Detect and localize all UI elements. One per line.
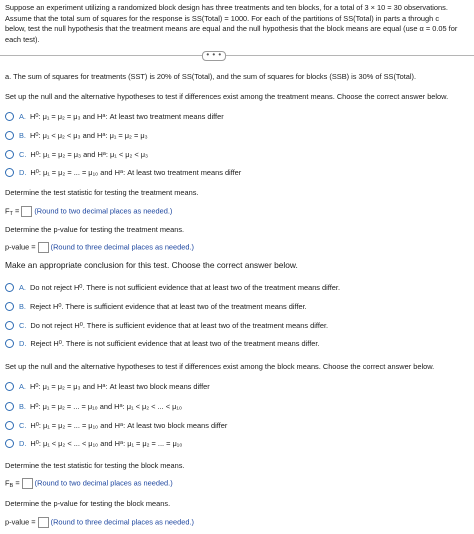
- h0-sub: 0: [35, 169, 39, 175]
- ha-sub: a: [102, 113, 106, 119]
- h0-colon: :: [38, 438, 41, 448]
- h0-colon: :: [38, 149, 41, 159]
- h0-sub: 0: [35, 422, 39, 428]
- h0-sub: 0: [35, 151, 39, 157]
- option-letter: B.: [19, 130, 26, 140]
- conclusion-option-2[interactable]: [5, 319, 328, 331]
- block-stat-input[interactable]: [22, 478, 33, 489]
- and-ha-label: and H: [100, 438, 120, 448]
- conclusion-pre: Do not reject H: [29, 282, 80, 292]
- option-letter: A.: [19, 111, 26, 121]
- and-ha-label: and H: [100, 167, 120, 177]
- block-hypothesis-option-1[interactable]: [5, 400, 182, 412]
- intro-line-2: Assume that the total sum of squares for the response is SS(Total) = 1000. For each of the partitions of SS(Total) in parts a through c: [5, 13, 440, 23]
- ha-colon: :: [105, 111, 108, 121]
- h0-expression: μ₁ = μ₂ = μ₃: [43, 149, 81, 159]
- h0-expression: μ₁ < μ₂ < μ₃: [42, 130, 81, 140]
- section-divider: [0, 55, 474, 56]
- and-ha-label: and H: [99, 401, 120, 411]
- stat2-hint: (Round to two decimal places as needed.): [34, 478, 173, 488]
- block-hypothesis-question: Set up the null and the alternative hypotheses to test if differences exist among the block means. Choose the correct answer below.: [5, 362, 435, 371]
- stat-hint: (Round to two decimal places as needed.): [34, 206, 173, 216]
- ha-sub: a: [102, 132, 106, 138]
- ha-expression: At least two block means differ: [109, 381, 210, 391]
- and-ha-label: and H: [82, 111, 103, 121]
- p2-label: p-value =: [5, 517, 36, 527]
- h0-sub: 0: [79, 322, 83, 328]
- treatment-p-row: [5, 242, 194, 253]
- option-letter: B.: [19, 401, 26, 411]
- expand-more-button[interactable]: • • •: [202, 51, 226, 61]
- ha-expression: At least two treatment means differ: [127, 167, 242, 177]
- ha-sub: a: [119, 403, 123, 409]
- stat2-eq: =: [15, 478, 20, 488]
- treatment-hypothesis-option-3[interactable]: [5, 166, 241, 178]
- radio-button[interactable]: [5, 150, 14, 159]
- ha-colon: :: [123, 167, 126, 177]
- intro-line-3: below, test the null hypothesis that the treatment means are equal and the null hypothesis that the block means are equal (use α = 0.05 for: [5, 24, 458, 34]
- and-ha-label: and H: [83, 149, 103, 159]
- problem-intro: [5, 3, 469, 45]
- radio-button[interactable]: [5, 421, 14, 430]
- h0-expression: μ₁ = μ₂ = μ₃: [42, 381, 81, 391]
- h0-expression: μ₁ = μ₂ = ... = μ₁₀: [43, 167, 99, 177]
- h0-expression: μ₁ = μ₂ = μ₃: [42, 111, 81, 121]
- ha-expression: μ₁ < μ₂ < μ₃: [110, 149, 149, 159]
- conclusion-post: . There is not sufficient evidence that at least two of the treatment means differ.: [82, 282, 340, 292]
- option-letter: C.: [19, 420, 27, 430]
- conclusion-post: . There is not sufficient evidence that at least two of the treatment means differ.: [61, 338, 320, 348]
- p-hint: (Round to three decimal places as needed.): [50, 242, 194, 252]
- h0-colon: :: [38, 401, 41, 411]
- ha-sub: a: [119, 422, 124, 428]
- option-letter: C.: [19, 149, 27, 159]
- block-p-row: [5, 517, 194, 528]
- radio-button[interactable]: [5, 439, 14, 448]
- radio-button[interactable]: [5, 131, 14, 140]
- h0-colon: :: [38, 130, 41, 140]
- ha-sub: a: [119, 440, 124, 446]
- h0-label: H: [29, 130, 36, 140]
- radio-button[interactable]: [5, 382, 14, 391]
- p2-hint: (Round to three decimal places as needed.): [50, 517, 194, 527]
- radio-button[interactable]: [5, 168, 14, 177]
- option-letter: B.: [19, 301, 26, 311]
- treatment-hypothesis-option-1[interactable]: [5, 129, 148, 141]
- ha-expression: μ₁ = μ₂ = ... = μ₁₀: [127, 438, 183, 448]
- conclusion-option-1[interactable]: [5, 300, 307, 312]
- ha-colon: :: [123, 420, 126, 430]
- block-stat-prompt: Determine the test statistic for testing the block means.: [5, 461, 185, 470]
- radio-button[interactable]: [5, 112, 14, 121]
- stat-label: F: [5, 206, 10, 216]
- ha-colon: :: [122, 401, 125, 411]
- treatment-stat-input[interactable]: [21, 206, 32, 217]
- ha-colon: :: [105, 149, 108, 159]
- block-hypothesis-option-3[interactable]: [5, 437, 182, 449]
- treatment-p-prompt: Determine the p-value for testing the treatment means.: [5, 225, 185, 234]
- treatment-hypothesis-option-0[interactable]: [5, 110, 224, 122]
- conclusion-post: . There is sufficient evidence that at least two of the treatment means differ.: [82, 320, 329, 330]
- ha-sub: a: [119, 169, 124, 175]
- radio-button[interactable]: [5, 339, 14, 348]
- h0-sub: 0: [58, 303, 62, 309]
- h0-expression: μ₁ = μ₂ = ... = μ₁₀: [43, 420, 99, 430]
- conclusion-pre: Reject H: [29, 301, 59, 311]
- stat-eq: =: [15, 206, 20, 216]
- h0-label: H: [30, 438, 36, 448]
- and-ha-label: and H: [82, 381, 103, 391]
- h0-label: H: [29, 401, 36, 411]
- option-letter: A.: [19, 381, 26, 391]
- block-stat-row: [5, 478, 173, 489]
- h0-colon: :: [38, 381, 41, 391]
- ha-colon: :: [105, 381, 108, 391]
- treatment-stat-prompt: Determine the test statistic for testing the treatment means.: [5, 188, 199, 197]
- radio-button[interactable]: [5, 402, 14, 411]
- radio-button[interactable]: [5, 283, 14, 292]
- intro-line-1: Suppose an experiment utilizing a randomized block design has three treatments and ten blocks, for a total of 3 × 10 = 30 observations.: [5, 3, 448, 12]
- h0-colon: :: [38, 111, 41, 121]
- h0-label: H: [29, 111, 36, 121]
- h0-sub: 0: [79, 284, 83, 290]
- ha-expression: μ₁ = μ₂ = μ₃: [109, 130, 148, 140]
- stat2-label: F: [5, 478, 10, 488]
- option-letter: A.: [19, 282, 26, 292]
- ha-colon: :: [105, 130, 108, 140]
- ha-sub: a: [102, 151, 106, 157]
- conclusion-option-3[interactable]: [5, 337, 319, 349]
- radio-button[interactable]: [5, 321, 14, 330]
- ha-expression: μ₁ < μ₂ < ... < μ₁₀: [126, 401, 182, 411]
- stat2-sub: B: [9, 482, 14, 489]
- h0-sub: 0: [35, 440, 39, 446]
- part-a-title: a. The sum of squares for treatments (SST) is 20% of SS(Total), and the sum of squares for blocks (SSB) is 30% of SS(Total).: [5, 72, 417, 81]
- h0-sub: 0: [35, 132, 39, 138]
- conclusion-prompt: Make an appropriate conclusion for this test. Choose the correct answer below.: [5, 260, 298, 270]
- h0-sub: 0: [35, 383, 39, 389]
- conclusion-post: . There is sufficient evidence that at least two of the treatment means differ.: [61, 301, 307, 311]
- treatment-hypothesis-option-2[interactable]: [5, 148, 148, 160]
- intro-line-4: each test).: [5, 34, 40, 44]
- option-letter: D.: [19, 338, 27, 348]
- ha-sub: a: [102, 383, 106, 389]
- h0-label: H: [30, 167, 36, 177]
- treatment-hypothesis-question: Set up the null and the alternative hypotheses to test if differences exist among the treatment means. Choose the correct answer below.: [5, 92, 449, 101]
- ha-expression: At least two treatment means differ: [109, 111, 224, 121]
- block-p-prompt: Determine the p-value for testing the block means.: [5, 499, 171, 508]
- h0-sub: 0: [58, 340, 62, 346]
- h0-label: H: [30, 420, 36, 430]
- h0-label: H: [29, 381, 36, 391]
- option-letter: D.: [19, 438, 27, 448]
- treatment-stat-row: [5, 206, 172, 217]
- h0-expression: μ₁ = μ₂ = ... = μ₁₀: [42, 401, 98, 411]
- h0-expression: μ₁ < μ₂ < ... < μ₁₀: [43, 438, 99, 448]
- radio-button[interactable]: [5, 302, 14, 311]
- stat-sub: T: [9, 210, 13, 217]
- h0-colon: :: [38, 167, 41, 177]
- conclusion-pre: Do not reject H: [30, 320, 80, 330]
- h0-label: H: [30, 149, 36, 159]
- treatment-p-input[interactable]: [38, 242, 49, 253]
- h0-sub: 0: [35, 403, 39, 409]
- option-letter: C.: [19, 320, 27, 330]
- h0-sub: 0: [35, 113, 39, 119]
- and-ha-label: and H: [82, 130, 103, 140]
- conclusion-pre: Reject H: [30, 338, 59, 348]
- block-hypothesis-option-0[interactable]: [5, 380, 210, 392]
- and-ha-label: and H: [100, 420, 120, 430]
- h0-colon: :: [38, 420, 41, 430]
- block-p-input[interactable]: [38, 517, 49, 528]
- option-letter: D.: [19, 167, 27, 177]
- ha-expression: At least two block means differ: [127, 420, 228, 430]
- ha-colon: :: [123, 438, 126, 448]
- conclusion-option-0[interactable]: [5, 281, 340, 293]
- p-label: p-value =: [5, 242, 36, 252]
- block-hypothesis-option-2[interactable]: [5, 419, 227, 431]
